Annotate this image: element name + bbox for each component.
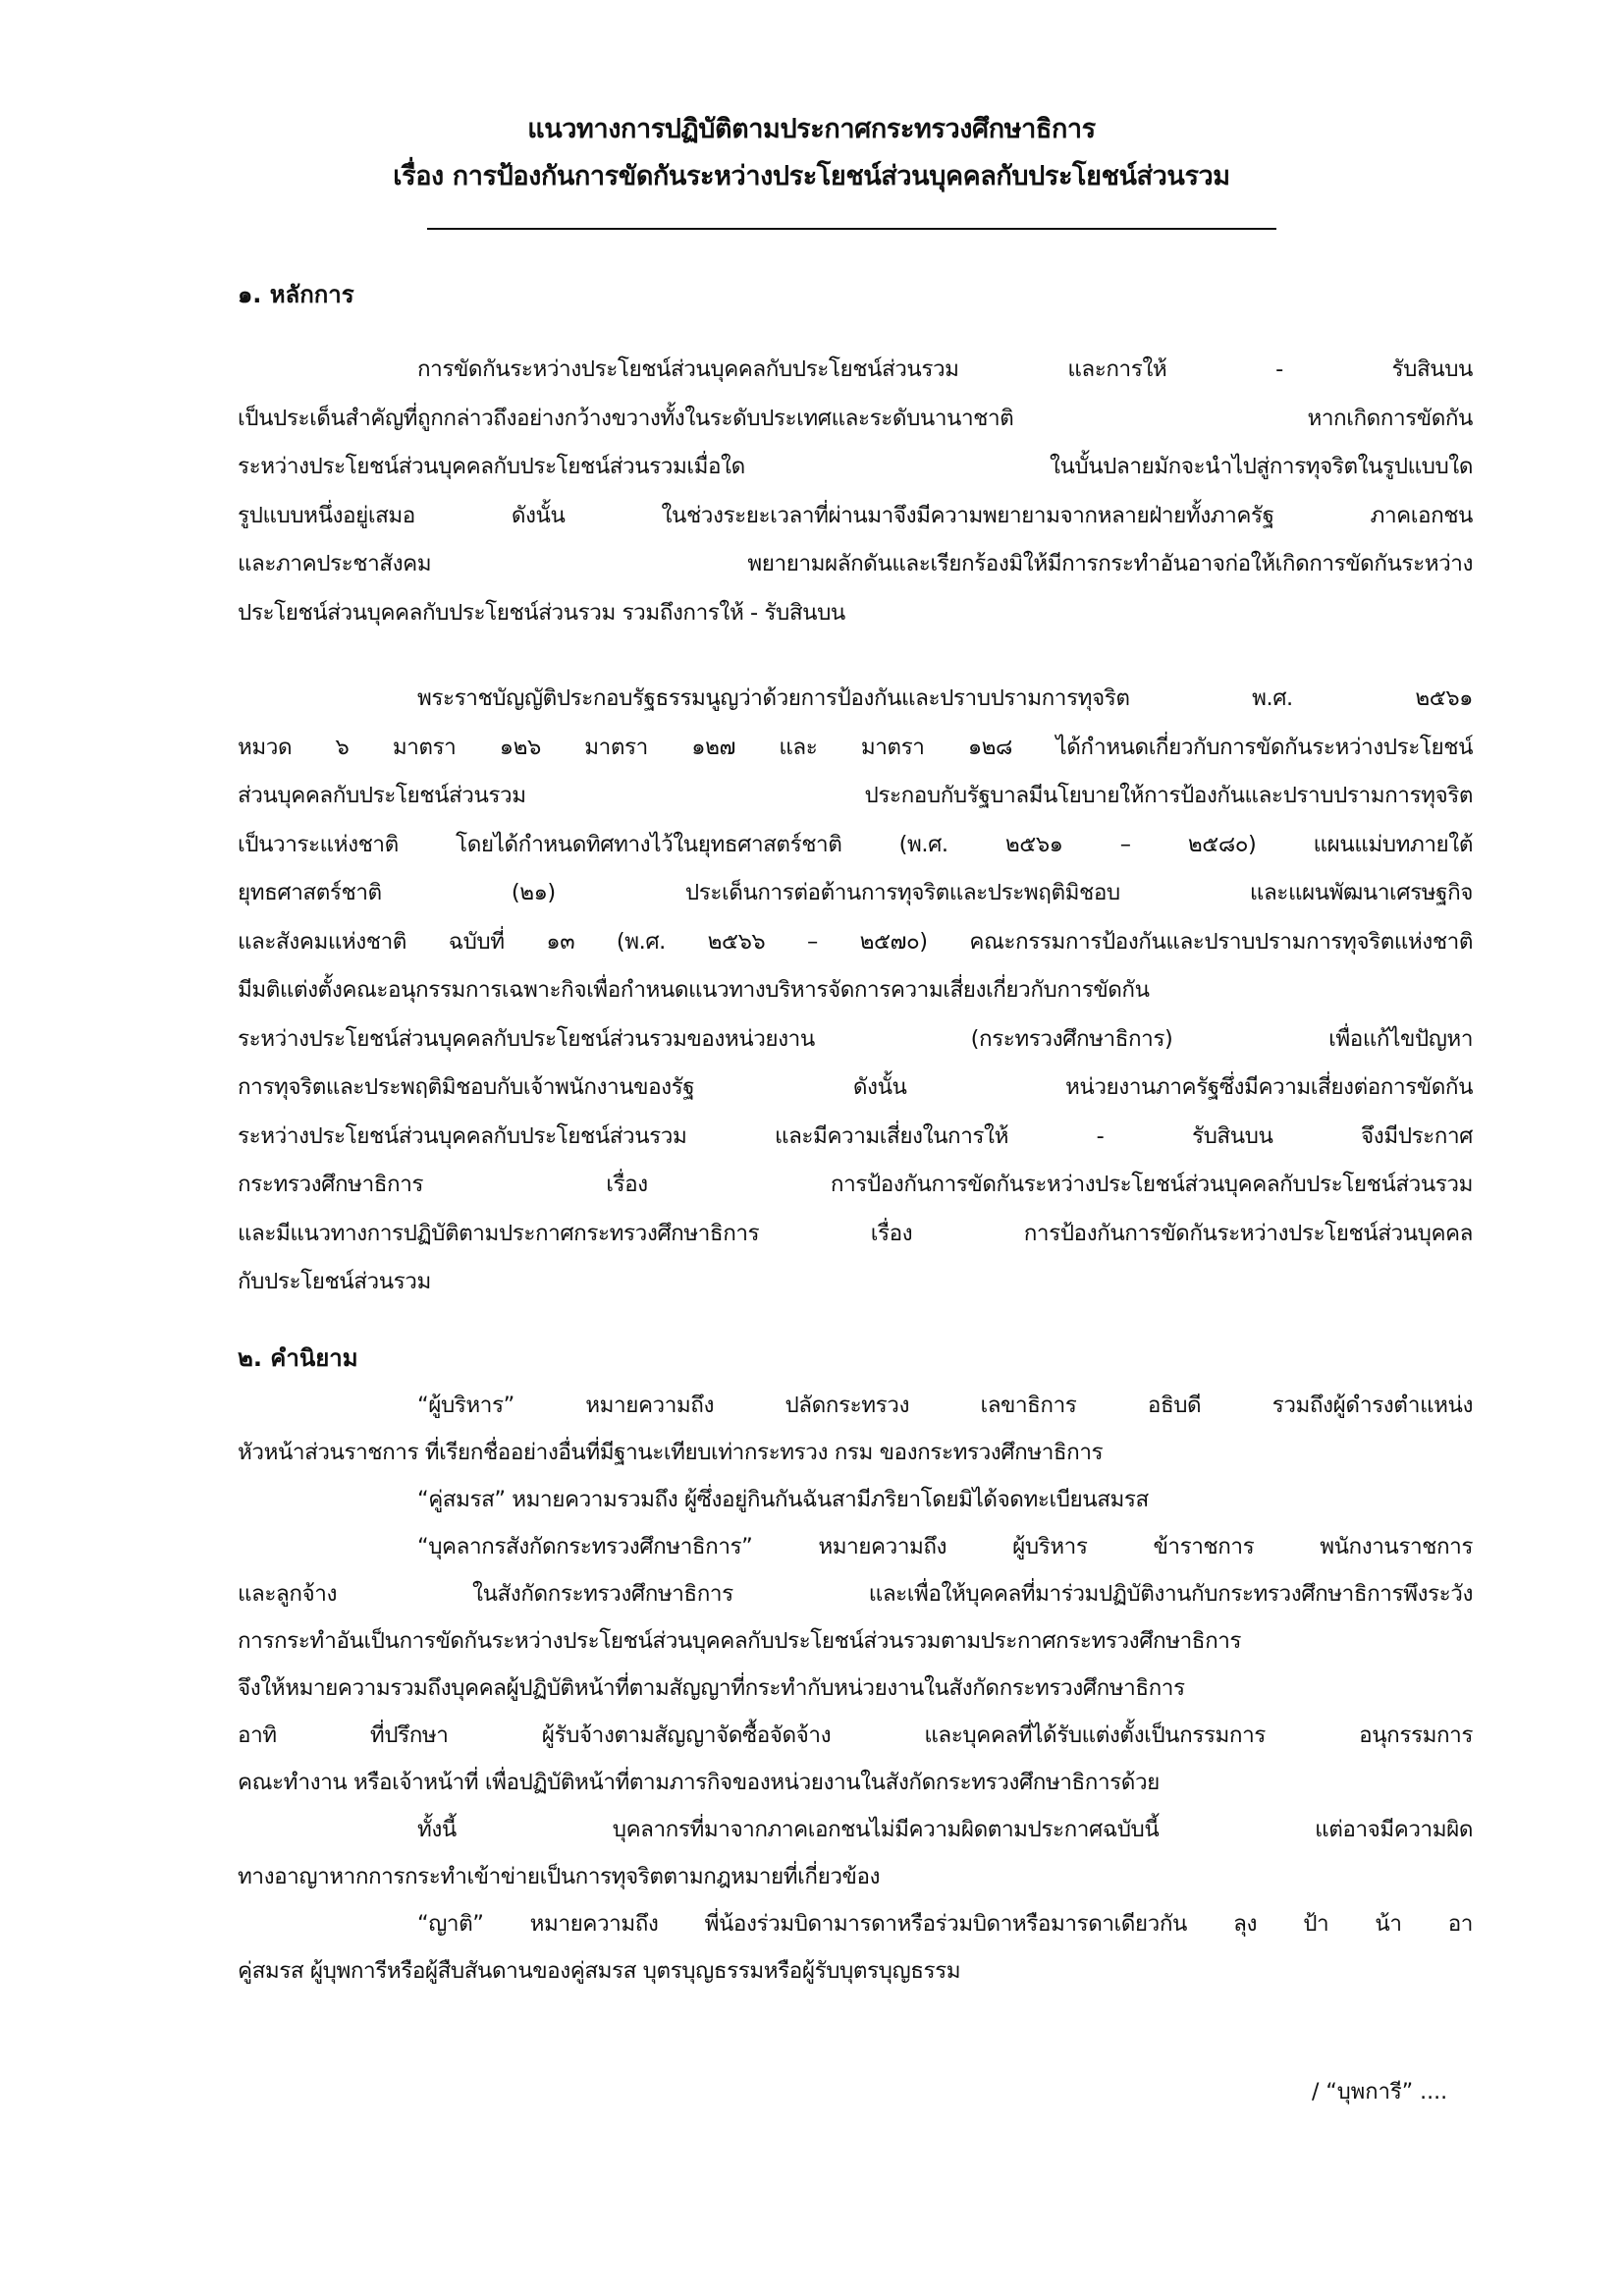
text-line: ทั้งนี้ บุคลากรที่มาจากภาคเอกชนไม่มีความผิดตามประกาศฉบับนี้ แต่อาจมีความผิด [417, 1816, 1473, 1842]
text-line: ระหว่างประโยชน์ส่วนบุคคลกับประโยชน์ส่วนรวมเมื่อใด ในบั้นปลายมักจะนำไปสู่การทุจริตในรูปแบบใด [238, 454, 1473, 479]
text-line: ระหว่างประโยชน์ส่วนบุคคลกับประโยชน์ส่วนรวม และมีความเสี่ยงในการให้ - รับสินบน จึงมีประกาศ [238, 1122, 1473, 1149]
text-line: การทุจริตและประพฤติมิชอบกับเจ้าพนักงานของรัฐ ดังนั้น หน่วยงานภาครัฐซึ่งมีความเสี่ยงต่อการขัดกัน [238, 1074, 1473, 1100]
title-underline-divider [427, 228, 1276, 230]
text-line: “ญาติ” หมายความถึง พี่น้องร่วมบิดามารดาหรือร่วมบิดาหรือมารดาเดียวกัน ลุง ป้า น้า อา [417, 1910, 1473, 1937]
text-line: รูปแบบหนึ่งอยู่เสมอ ดังนั้น ในช่วงระยะเวลาที่ผ่านมาจึงมีความพยายามจากหลายฝ่ายทั้งภาครัฐ ภาคเอกชน [238, 502, 1473, 528]
text-line: กระทรวงศึกษาธิการ เรื่อง การป้องกันการขัดกันระหว่างประโยชน์ส่วนบุคคลกับประโยชน์ส่วนรวม [238, 1172, 1473, 1197]
continuation-note: / “บุพการี” .... [1312, 2080, 1448, 2105]
text-line: และสังคมแห่งชาติ ฉบับที่ ๑๓ (พ.ศ. ๒๕๖๖ – ๒๕๗๐) คณะกรรมการป้องกันและปราบปรามการทุจริตแห่งชาติ [238, 928, 1473, 955]
definition-executive [238, 1382, 1473, 1476]
text-line: ทางอาญาหากการกระทำเข้าข่ายเป็นการทุจริตตามกฎหมายที่เกี่ยวข้อง [238, 1863, 881, 1889]
text-line: เป็นประเด็นสำคัญที่ถูกกล่าวถึงอย่างกว้างขวางทั้งในระดับประเทศและระดับนานาชาติ หากเกิดการขัดกัน [238, 405, 1473, 431]
text-line: ยุทธศาสตร์ชาติ (๒๑) ประเด็นการต่อต้านการทุจริตและประพฤติมิชอบ และแผนพัฒนาเศรษฐกิจ [238, 880, 1473, 905]
text-line: พระราชบัญญัติประกอบรัฐธรรมนูญว่าด้วยการป้องกันและปราบปรามการทุจริต พ.ศ. ๒๕๖๑ [417, 685, 1473, 711]
definition-spouse [238, 1476, 1473, 1523]
text-line: มีมติแต่งตั้งคณะอนุกรรมการเฉพาะกิจเพื่อกำหนดแนวทางบริหารจัดการความเสี่ยงเกี่ยวกับการขัดกัน [238, 977, 1150, 1003]
title-line-1: แนวทางการปฏิบัติตามประกาศกระทรวงศึกษาธิการ [527, 114, 1096, 144]
text-line: หมวด ๖ มาตรา ๑๒๖ มาตรา ๑๒๗ และ มาตรา ๑๒๘ ได้กำหนดเกี่ยวกับการขัดกันระหว่างประโยชน์ [238, 734, 1473, 760]
document-title [0, 106, 1623, 200]
text-line: กับประโยชน์ส่วนรวม [238, 1269, 431, 1294]
paragraph-principles-1 [238, 346, 1473, 637]
text-line: คู่สมรส ผู้บุพการีหรือผู้สืบสันดานของคู่สมรส บุตรบุญธรรมหรือผู้รับบุตรบุญธรรม [238, 1957, 961, 1984]
text-line: การขัดกันระหว่างประโยชน์ส่วนบุคคลกับประโยชน์ส่วนรวม และการให้ - รับสินบน [417, 356, 1473, 382]
text-line: ประโยชน์ส่วนบุคคลกับประโยชน์ส่วนรวม รวมถึงการให้ - รับสินบน [238, 599, 845, 626]
text-line: จึงให้หมายความรวมถึงบุคคลผู้ปฏิบัติหน้าที่ตามสัญญาที่กระทำกับหน่วยงานในสังกัดกระทรวงศึกษาธิการ [238, 1674, 1185, 1701]
definition-private-sector-note [238, 1806, 1473, 1900]
definition-relatives [238, 1900, 1473, 1995]
text-line: และลูกจ้าง ในสังกัดกระทรวงศึกษาธิการ และเพื่อให้บุคคลที่มาร่วมปฏิบัติงานกับกระทรวงศึกษาธิการพึงระวัง [238, 1580, 1473, 1607]
text-line: อาทิ ที่ปรึกษา ผู้รับจ้างตามสัญญาจัดซื้อจัดจ้าง และบุคคลที่ได้รับแต่งตั้งเป็นกรรมการ อนุกรรมการ [238, 1722, 1473, 1748]
paragraph-principles-2 [238, 675, 1473, 1307]
text-line: ระหว่างประโยชน์ส่วนบุคคลกับประโยชน์ส่วนรวมของหน่วยงาน (กระทรวงศึกษาธิการ) เพื่อแก้ไขปัญหา [238, 1025, 1473, 1052]
section-heading-definitions: ๒. คำนิยาม [238, 1343, 358, 1372]
text-line: และมีแนวทางการปฏิบัติตามประกาศกระทรวงศึกษาธิการ เรื่อง การป้องกันการขัดกันระหว่างประโยชน์ส่วนบุคคล [238, 1220, 1473, 1246]
text-line: เป็นวาระแห่งชาติ โดยได้กำหนดทิศทางไว้ในยุทธศาสตร์ชาติ (พ.ศ. ๒๕๖๑ – ๒๕๘๐) แผนแม่บทภายใต้ [238, 831, 1473, 857]
text-line: “บุคลากรสังกัดกระทรวงศึกษาธิการ” หมายความถึง ผู้บริหาร ข้าราชการ พนักงานราชการ [417, 1533, 1473, 1559]
text-line: “ผู้บริหาร” หมายความถึง ปลัดกระทรวง เลขาธิการ อธิบดี รวมถึงผู้ดำรงตำแหน่ง [417, 1392, 1473, 1418]
title-line-2: เรื่อง การป้องกันการขัดกันระหว่างประโยชน์ส่วนบุคคลกับประโยชน์ส่วนรวม [393, 161, 1230, 191]
document-body [238, 271, 1473, 1995]
text-line: ส่วนบุคคลกับประโยชน์ส่วนรวม ประกอบกับรัฐบาลมีนโยบายให้การป้องกันและปราบปรามการทุจริต [238, 783, 1473, 808]
definition-personnel [238, 1523, 1473, 1806]
section-heading-principles: ๑. หลักการ [238, 281, 354, 308]
text-line: หัวหน้าส่วนราชการ ที่เรียกชื่ออย่างอื่นที่มีฐานะเทียบเท่ากระทรวง กรม ของกระทรวงศึกษาธิการ [238, 1439, 1104, 1465]
text-line: “คู่สมรส” หมายความรวมถึง ผู้ซึ่งอยู่กินกันฉันสามีภริยาโดยมิได้จดทะเบียนสมรส [417, 1486, 1149, 1512]
text-line: การกระทำอันเป็นการขัดกันระหว่างประโยชน์ส่วนบุคคลกับประโยชน์ส่วนรวมตามประกาศกระทรวงศึกษาธิการ [238, 1627, 1242, 1654]
text-line: และภาคประชาสังคม พยายามผลักดันและเรียกร้องมิให้มีการกระทำอันอาจก่อให้เกิดการขัดกันระหว่าง [238, 551, 1473, 576]
text-line: คณะทำงาน หรือเจ้าหน้าที่ เพื่อปฏิบัติหน้าที่ตามภารกิจของหน่วยงานในสังกัดกระทรวงศึกษาธิการด้วย [238, 1769, 1160, 1795]
